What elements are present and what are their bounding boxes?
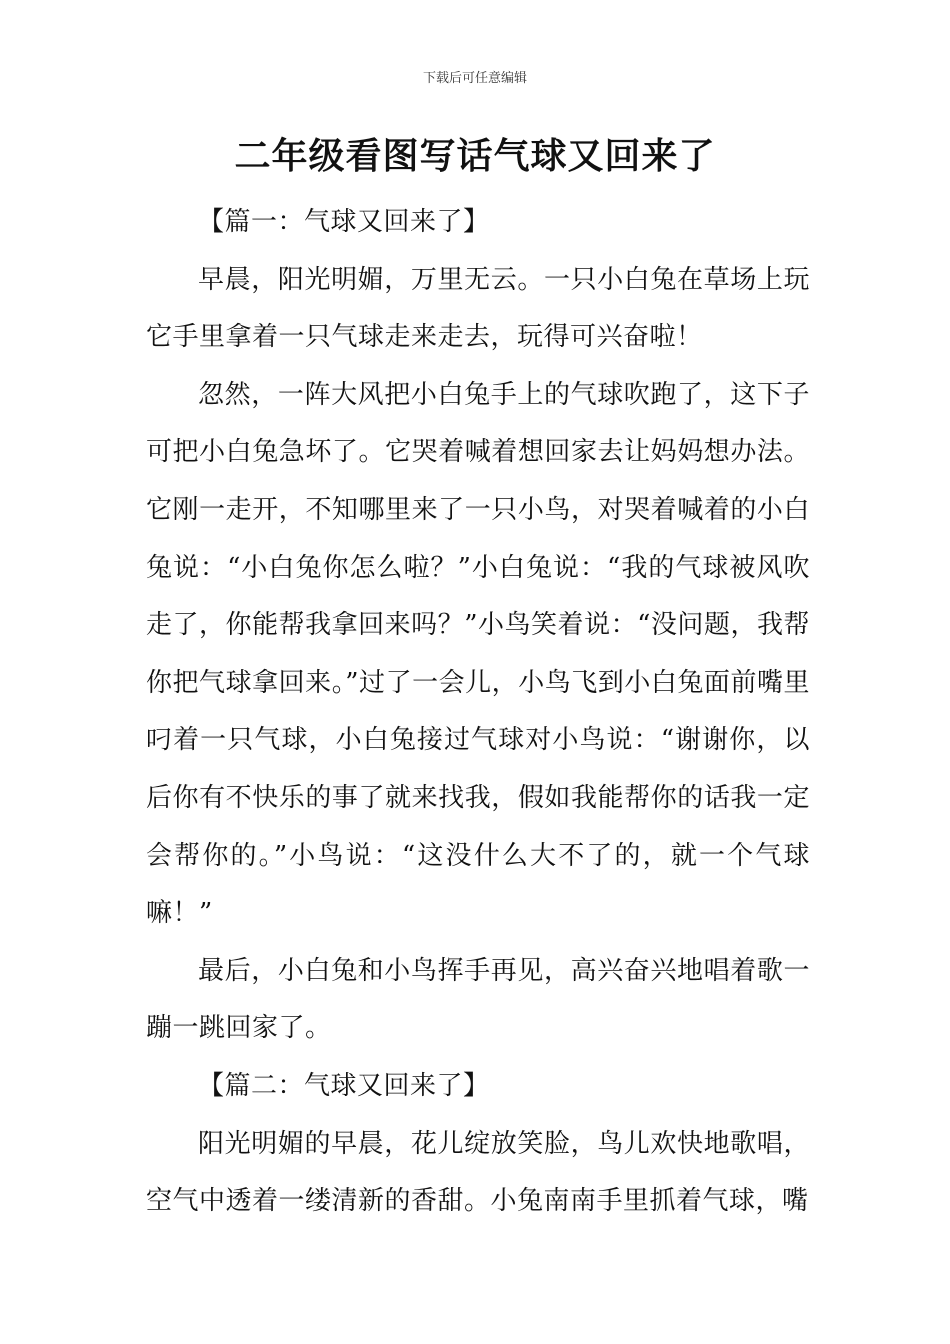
paragraph-2-1: 阳光明媚的早晨，花儿绽放笑脸，鸟儿欢快地歌唱，空气中透着一缕清新的香甜。小兔南南手里抓着气球，嘴 bbox=[146, 1128, 810, 1217]
section-heading-2: 【篇二：气球又回来了】 bbox=[198, 1070, 490, 1101]
paragraph-1-2: 忽然，一阵大风把小白兔手上的气球吹跑了，这下子可把小白兔急坏了。它哭着喊着想回家去让妈妈想办法。它刚一走开，不知哪里来了一只小鸟，对哭着喊着的小白兔说：“小白兔你怎么啦？”小白兔说：“我的气球被风吹走了，你能帮我拿回来吗？”小鸟笑着说：“没问题，我帮你把气球拿回来。”过了一会儿，小鸟飞到小白兔面前嘴里叼着一只气球，小白兔接过气球对小鸟说：“谢谢你，以后你有不快乐的事了就来找我，假如我能帮你的话我一定会帮你的。”小鸟说：“这没什么大不了的，就一个气球嘛！” bbox=[146, 379, 810, 929]
header-note: 下载后可任意编辑 bbox=[422, 71, 527, 86]
document-title: 二年级看图写话气球又回来了 bbox=[234, 136, 716, 177]
paragraph-1-1: 早晨，阳光明媚，万里无云。一只小白兔在草场上玩它手里拿着一只气球走来走去，玩得可兴奋啦！ bbox=[146, 264, 810, 353]
paragraph-1-3: 最后，小白兔和小鸟挥手再见，高兴奋兴地唱着歌一蹦一跳回家了。 bbox=[146, 955, 810, 1044]
section-heading-1: 【篇一：气球又回来了】 bbox=[198, 207, 490, 237]
document-body bbox=[146, 194, 810, 1231]
